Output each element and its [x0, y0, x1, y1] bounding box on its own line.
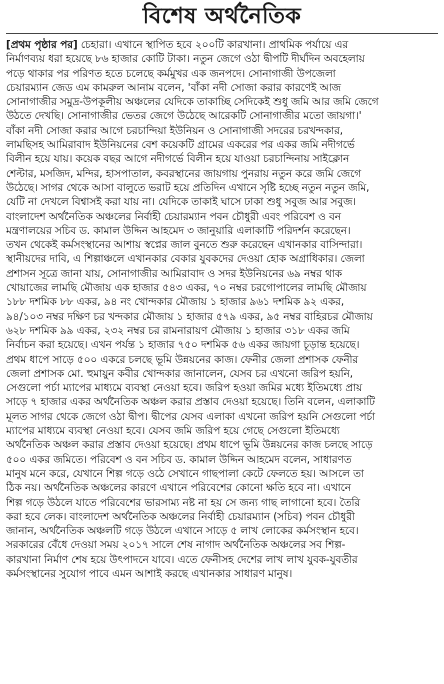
article-line — [6, 310, 438, 324]
article-line-text: অর্থনৈতিক অঞ্চল করার প্রস্তাব দেওয়া হয়েছে। প্রথম ধাপে ভূমি উন্নয়নের কাজ চলছে সাড়ে — [6, 439, 373, 452]
article-line-text: কারখানা নির্মাণ শেষ হয়ে উৎপাদনে যাবে। এতে ফেনীসহ দেশের লাখ লাখ যুবক-যুবতীর — [6, 553, 358, 566]
article-line-text: চেয়ারম্যান জেড এম কামরুল আনাম বলেন, 'বাঁকা নদী সোজা করার কারণেই আজ — [6, 81, 341, 94]
article-line — [6, 210, 438, 224]
article-line-text: লামছিসহ আমিরাবাদ ইউনিয়নের বেশ কয়েকটি গ্রামের একরের পর একর জমি নদীগর্ভে — [6, 139, 355, 152]
article-line — [6, 353, 438, 367]
article-body — [6, 38, 438, 682]
article-line-text: উঠতে দেখছি। সোনাগাজীর ভেতর জেগে উঠেছে আরেকটি সোনাগাজীর মতো জায়গা।' — [6, 110, 362, 123]
article-line — [6, 424, 438, 438]
article-line — [6, 381, 438, 395]
article-line — [6, 152, 438, 166]
article-line — [6, 481, 438, 495]
article-line — [6, 524, 438, 538]
article-line — [6, 567, 438, 581]
article-line-text: মন্ত্রণালয়ের সচিব ড. কামাল উদ্দিন আহমেদ ৩ জানুয়ারি এলাকাটি পরিদর্শন করেছেন। — [6, 224, 351, 237]
article-line-text: স্থানীয়দের দাবি, এ শিল্পাঞ্চলে এখানকার বেকার যুবকদের দেওয়া হোক অগ্রাধিকার। জেলা — [6, 253, 365, 266]
article-line — [6, 52, 438, 66]
article-line-text: প্রশাসন সূত্রে জানা যায়, সোনাগাজীর আমিরাবাদ ও সদর ইউনিয়নের ৬৯ নম্বর থাক — [6, 267, 342, 280]
article-line-text: সাড়ে ৭ হাজার একর অর্থনৈতিক অঞ্চল করার প্রস্তাব দেওয়া হয়েছে। তিনি বলেন, এলাকাটি — [6, 396, 375, 409]
article-line — [6, 95, 438, 109]
article-line — [6, 324, 438, 338]
article-line-text: জেলা প্রশাসক মো. হুমায়ুন কবীর খোন্দকার জানালেন, যেসব চর এখনো জরিপ হয়নি, — [6, 367, 353, 380]
article-line-text: তখন থেকেই কর্মসংস্থানের আশায় স্বপ্নের জাল বুনতে শুরু করেছেন এখানকার বাসিন্দারা। — [6, 239, 363, 252]
article-line-text: প্রথম ধাপে সাড়ে ৫০০ একরে চলছে ভূমি উন্নয়নের কাজ। ফেনীর জেলা প্রশাসক ফেনীর — [6, 353, 359, 366]
article-line — [6, 295, 438, 309]
article-line — [6, 281, 438, 295]
article-line-text: ম্যাপের মাধ্যমে ব্যবস্থা নেওয়া হবে। যেসব জমি জরিপ হয়ে গেছে সেগুলো ইতিমধ্যে — [6, 425, 340, 438]
article-line-text: সেগুলো পর্চা ম্যাপের মাধ্যমে ব্যবস্থা নেওয়া হবে। জরিপ হওয়া জমির মধ্যে ইতিমধ্যে প্রায় — [6, 382, 363, 395]
article-line-text: কর্মসংস্থানের সুযোগ পাবে এমন আশাই করছে এখানকার সাধারণ মানুষ। — [6, 567, 293, 580]
article-line — [6, 252, 438, 266]
article-line — [6, 496, 438, 510]
article-line — [6, 181, 438, 195]
article-line-text: খোয়াজের লামছি মৌজায় এক হাজার ৫৪৩ একর, ৭০ নম্বর চরগোপালের লামছি মৌজায় — [6, 282, 367, 295]
article-line-text: ৫০০ একর জমিতে। পরিবেশ ও বন সচিব ড. কামাল উদ্দিন আহমেদ বলেন, সাধারণত — [6, 453, 352, 466]
article-line — [6, 438, 438, 452]
article-line-text: বিলীন হয়ে যায়। কয়েক বছর আগে নদীগর্ভে বিলীন হয়ে যাওয়া চরচান্দিনায় সাইক্লোন — [6, 153, 350, 166]
article-line-text: বাংলাদেশ অর্থনৈতিক অঞ্চলের নির্বাহী চেয়ারম্যান পবন চৌধুরী এবং পরিবেশ ও বন — [6, 210, 341, 223]
article-line — [6, 395, 438, 409]
article-line — [6, 109, 438, 123]
article-line-text: চেহারা। এখানে স্থাপিত হবে ২০০টি কারখানা। প্রাথমিক পর্যায়ে এর — [77, 39, 349, 51]
article-line-text: ১৮৮ দশমিক ৮৮ একর, ৯৪ নং খোন্দকার মৌজায় ১ হাজার ৯৬১ দশমিক ৯২ একর, — [6, 296, 345, 309]
article-line-text: ৬২৮ দশমিক ৯৯ একর, ২৩২ নম্বর চর রামনারায়ণ মৌজায় ১ হাজার ৩১৮ একর জমি — [6, 324, 350, 337]
article-line-text: যেটি না দেখলে বিশ্বাসই করা যায় না। যেদিকে তাকাই ঘাসে ঢাকা শুধু সবুজ আর সবুজ। — [6, 196, 356, 209]
article-line — [6, 38, 438, 52]
article-line-text: পড়ে থাকার পর পরিণত হতে চলেছে কর্মমুখর এক জনপদে। সোনাগাজী উপজেলা — [6, 67, 336, 80]
article-line — [6, 138, 438, 152]
article-line — [6, 367, 438, 381]
headline: বিশেষ অর্থনৈতিক — [142, 3, 302, 29]
article-line-text: মানুষ মনে করে, যেখানে শিল্প গড়ে ওঠে সেখানে গাছপালা কেটে ফেলতে হয়। আসলে তা — [6, 467, 364, 480]
article-line — [6, 467, 438, 481]
article-line — [6, 338, 438, 352]
article-line-text: নির্বাচন করা হয়েছে। এখন পর্যন্ত ১ হাজার ৭৫০ দশমিক ৫৬ একর জায়গা চূড়ান্ত হয়েছে। — [6, 339, 360, 352]
article-line-text: করা হবে লেক। বাংলাদেশ অর্থনৈতিক অঞ্চলের নির্বাহী চেয়ারম্যান (সচিব) পবন চৌধুরী — [6, 510, 355, 523]
article-line-text: ৯৪/১০৩ নম্বর দক্ষিণ চর খন্দকার মৌজায় ১ হাজার ৫৭৯ একর, ৯৫ নম্বর বাহিরচর মৌজায় — [6, 310, 373, 323]
article-line — [6, 238, 438, 252]
article-line-text: সরকারের বেঁধে দেওয়া সময় ২০১৭ সালে শেষ নাগাদ অর্থনৈতিক অঞ্চলের সব শিল্প- — [6, 539, 346, 552]
article-line-text: বাঁকা নদী সোজা করার আগে চরচান্দিয়া ইউনিয়ন ও সোনাগাজী সদরের চরখন্দকার, — [6, 124, 344, 137]
article-line — [6, 553, 438, 567]
article-line — [6, 167, 438, 181]
article-line-text: সোনাগাজীর সমুদ্র-উপকূলীয় অঞ্চলের যেদিকে তাকাচ্ছি সেদিকেই শুধু জমি আর জমি জেগে — [6, 96, 379, 109]
continuation-tag: [প্রথম পৃষ্ঠার পর] — [6, 39, 78, 51]
headline-divider — [6, 33, 438, 34]
article-line — [6, 224, 438, 238]
article-line — [6, 124, 438, 138]
article-line-text: শিল্প গড়ে উঠলে যাতে পরিবেশের ভারসাম্য নষ্ট না হয় সে জন্য গাছ লাগানো হবে। তৈরি — [6, 496, 361, 509]
article-line — [6, 195, 438, 209]
article-line-text: মূলত সাগর থেকে জেগে ওঠা দ্বীপ। দ্বীপের যেসব এলাকা এখনো জরিপ হয়নি সেগুলো পর্চা — [6, 410, 375, 423]
article-line-text: নির্মাণব্যয় ধরা হয়েছে ৮৬ হাজার কোটি টাকা। নতুন জেগে ওঠা দ্বীপটি দীর্ঘদিন অবহেলায় — [6, 53, 365, 66]
article-line — [6, 538, 438, 552]
article-line — [6, 410, 438, 424]
article-line — [6, 510, 438, 524]
article-line-text: শেল্টার, মসজিদ, মন্দির, হাসপাতাল, কবরস্থানের জায়গায় পুনরায় নতুন করে জমি জেগে — [6, 167, 361, 180]
article-line — [6, 81, 438, 95]
article-line-text: ঠিক নয়। অর্থনৈতিক অঞ্চলের কারণে এখানে পরিবেশের কোনো ক্ষতি হবে না। এখানে — [6, 482, 351, 495]
article-line — [6, 67, 438, 81]
article-line — [6, 267, 438, 281]
article-line-text: উঠেছে। সাগর থেকে আসা বালুতে ভরাট হয়ে প্রতিদিন এখানে সৃষ্টি হচ্ছে নতুন নতুন জমি, — [6, 181, 370, 194]
article-line — [6, 453, 438, 467]
article-line-text: জানান, অর্থনৈতিক অঞ্চলটি গড়ে উঠলে এখানে সাড়ে ৫ লাখ লোকের কর্মসংস্থান হবে। — [6, 525, 359, 538]
